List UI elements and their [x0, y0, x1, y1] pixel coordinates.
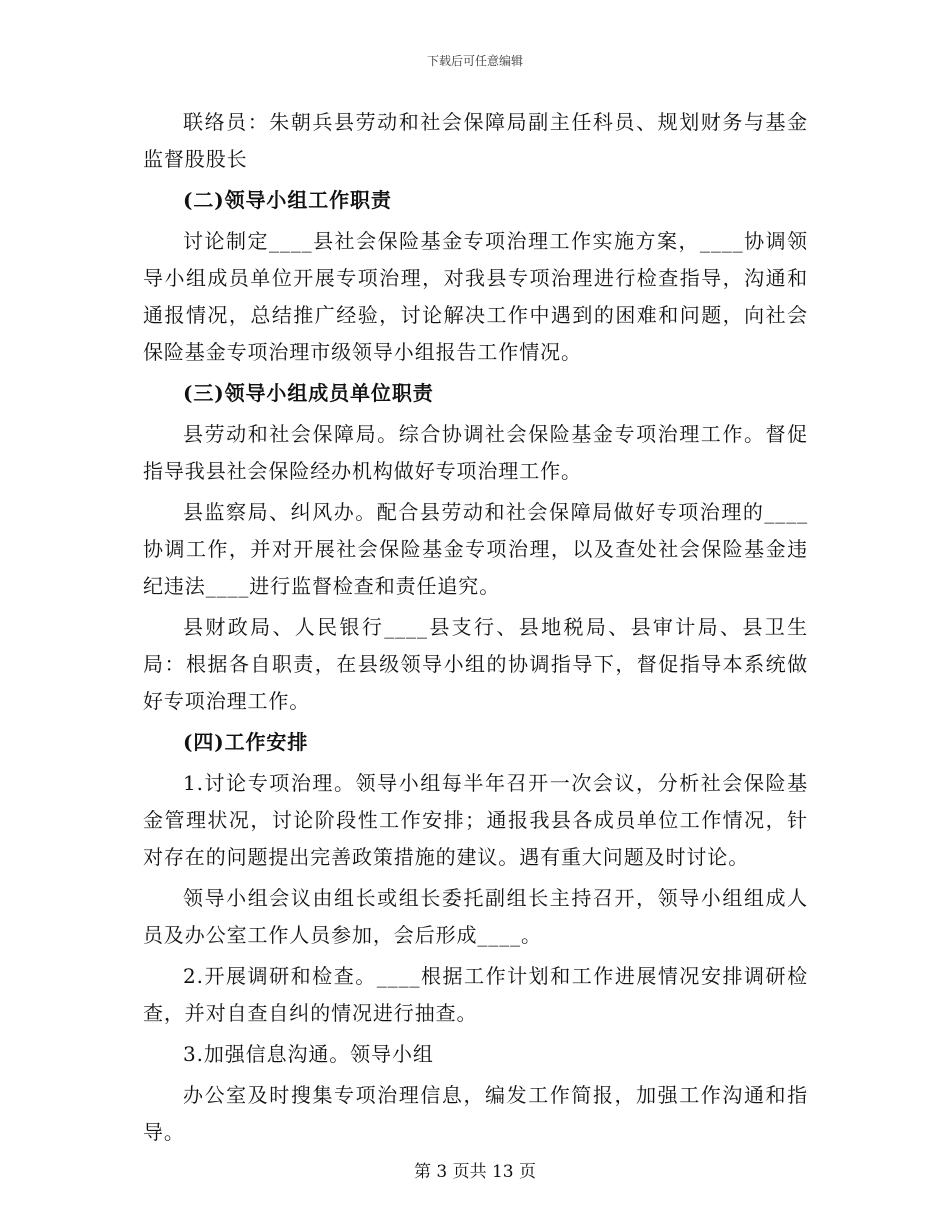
page-number: 第 3 页共 13 页 [413, 1162, 537, 1182]
section-heading-2: (二)领导小组工作职责 [183, 188, 392, 212]
paragraph-item-1: 1.讨论专项治理。领导小组每半年召开一次会议，分析社会保险基金管理状况，讨论阶段性工作安排；通报我县各成员单位工作情况，针对存在的问题提出完善政策措施的建议。遇有重大问题及时讨论。 [143, 771, 808, 869]
paragraph-item-3: 3.加强信息沟通。领导小组 [183, 1042, 434, 1066]
paragraph-labor-bureau: 县劳动和社会保障局。综合协调社会保险基金专项治理工作。督促指导我县社会保险经办机构做好专项治理工作。 [143, 422, 808, 483]
page-header: 下载后可任意编辑 [426, 54, 523, 68]
paragraph-liaison: 联络员：朱朝兵县劳动和社会保障局副主任科员、规划财务与基金监督股股长 [143, 110, 808, 171]
section-heading-3: (三)领导小组成员单位职责 [183, 381, 434, 405]
paragraph-item-2: 2.开展调研和检查。____根据工作计划和工作进展情况安排调研检查，并对自查自纠的情况进行抽查。 [143, 964, 808, 1025]
paragraph-finance-bureau: 县财政局、人民银行____县支行、县地税局、县审计局、县卫生局：根据各自职责，在县级领导小组的协调指导下，督促指导本系统做好专项治理工作。 [143, 615, 808, 713]
document-body [143, 104, 808, 1151]
paragraph-supervision-bureau: 县监察局、纠风办。配合县劳动和社会保障局做好专项治理的____协调工作，并对开展社会保险基金专项治理，以及查处社会保险基金违纪违法____进行监督检查和责任追究。 [143, 500, 808, 598]
section-heading-4: (四)工作安排 [183, 730, 309, 754]
paragraph-duties: 讨论制定____县社会保险基金专项治理工作实施方案，____协调领导小组成员单位开展专项治理，对我县专项治理进行检查指导，沟通和通报情况，总结推广经验，讨论解决工作中遇到的困难和问题，向社会保险基金专项治理市级领导小组报告工作情况。 [143, 229, 808, 364]
paragraph-office: 办公室及时搜集专项治理信息，编发工作简报，加强工作沟通和指导。 [143, 1083, 808, 1144]
paragraph-meeting: 领导小组会议由组长或组长委托副组长主持召开，领导小组组成人员及办公室工作人员参加，会后形成____。 [143, 886, 808, 947]
